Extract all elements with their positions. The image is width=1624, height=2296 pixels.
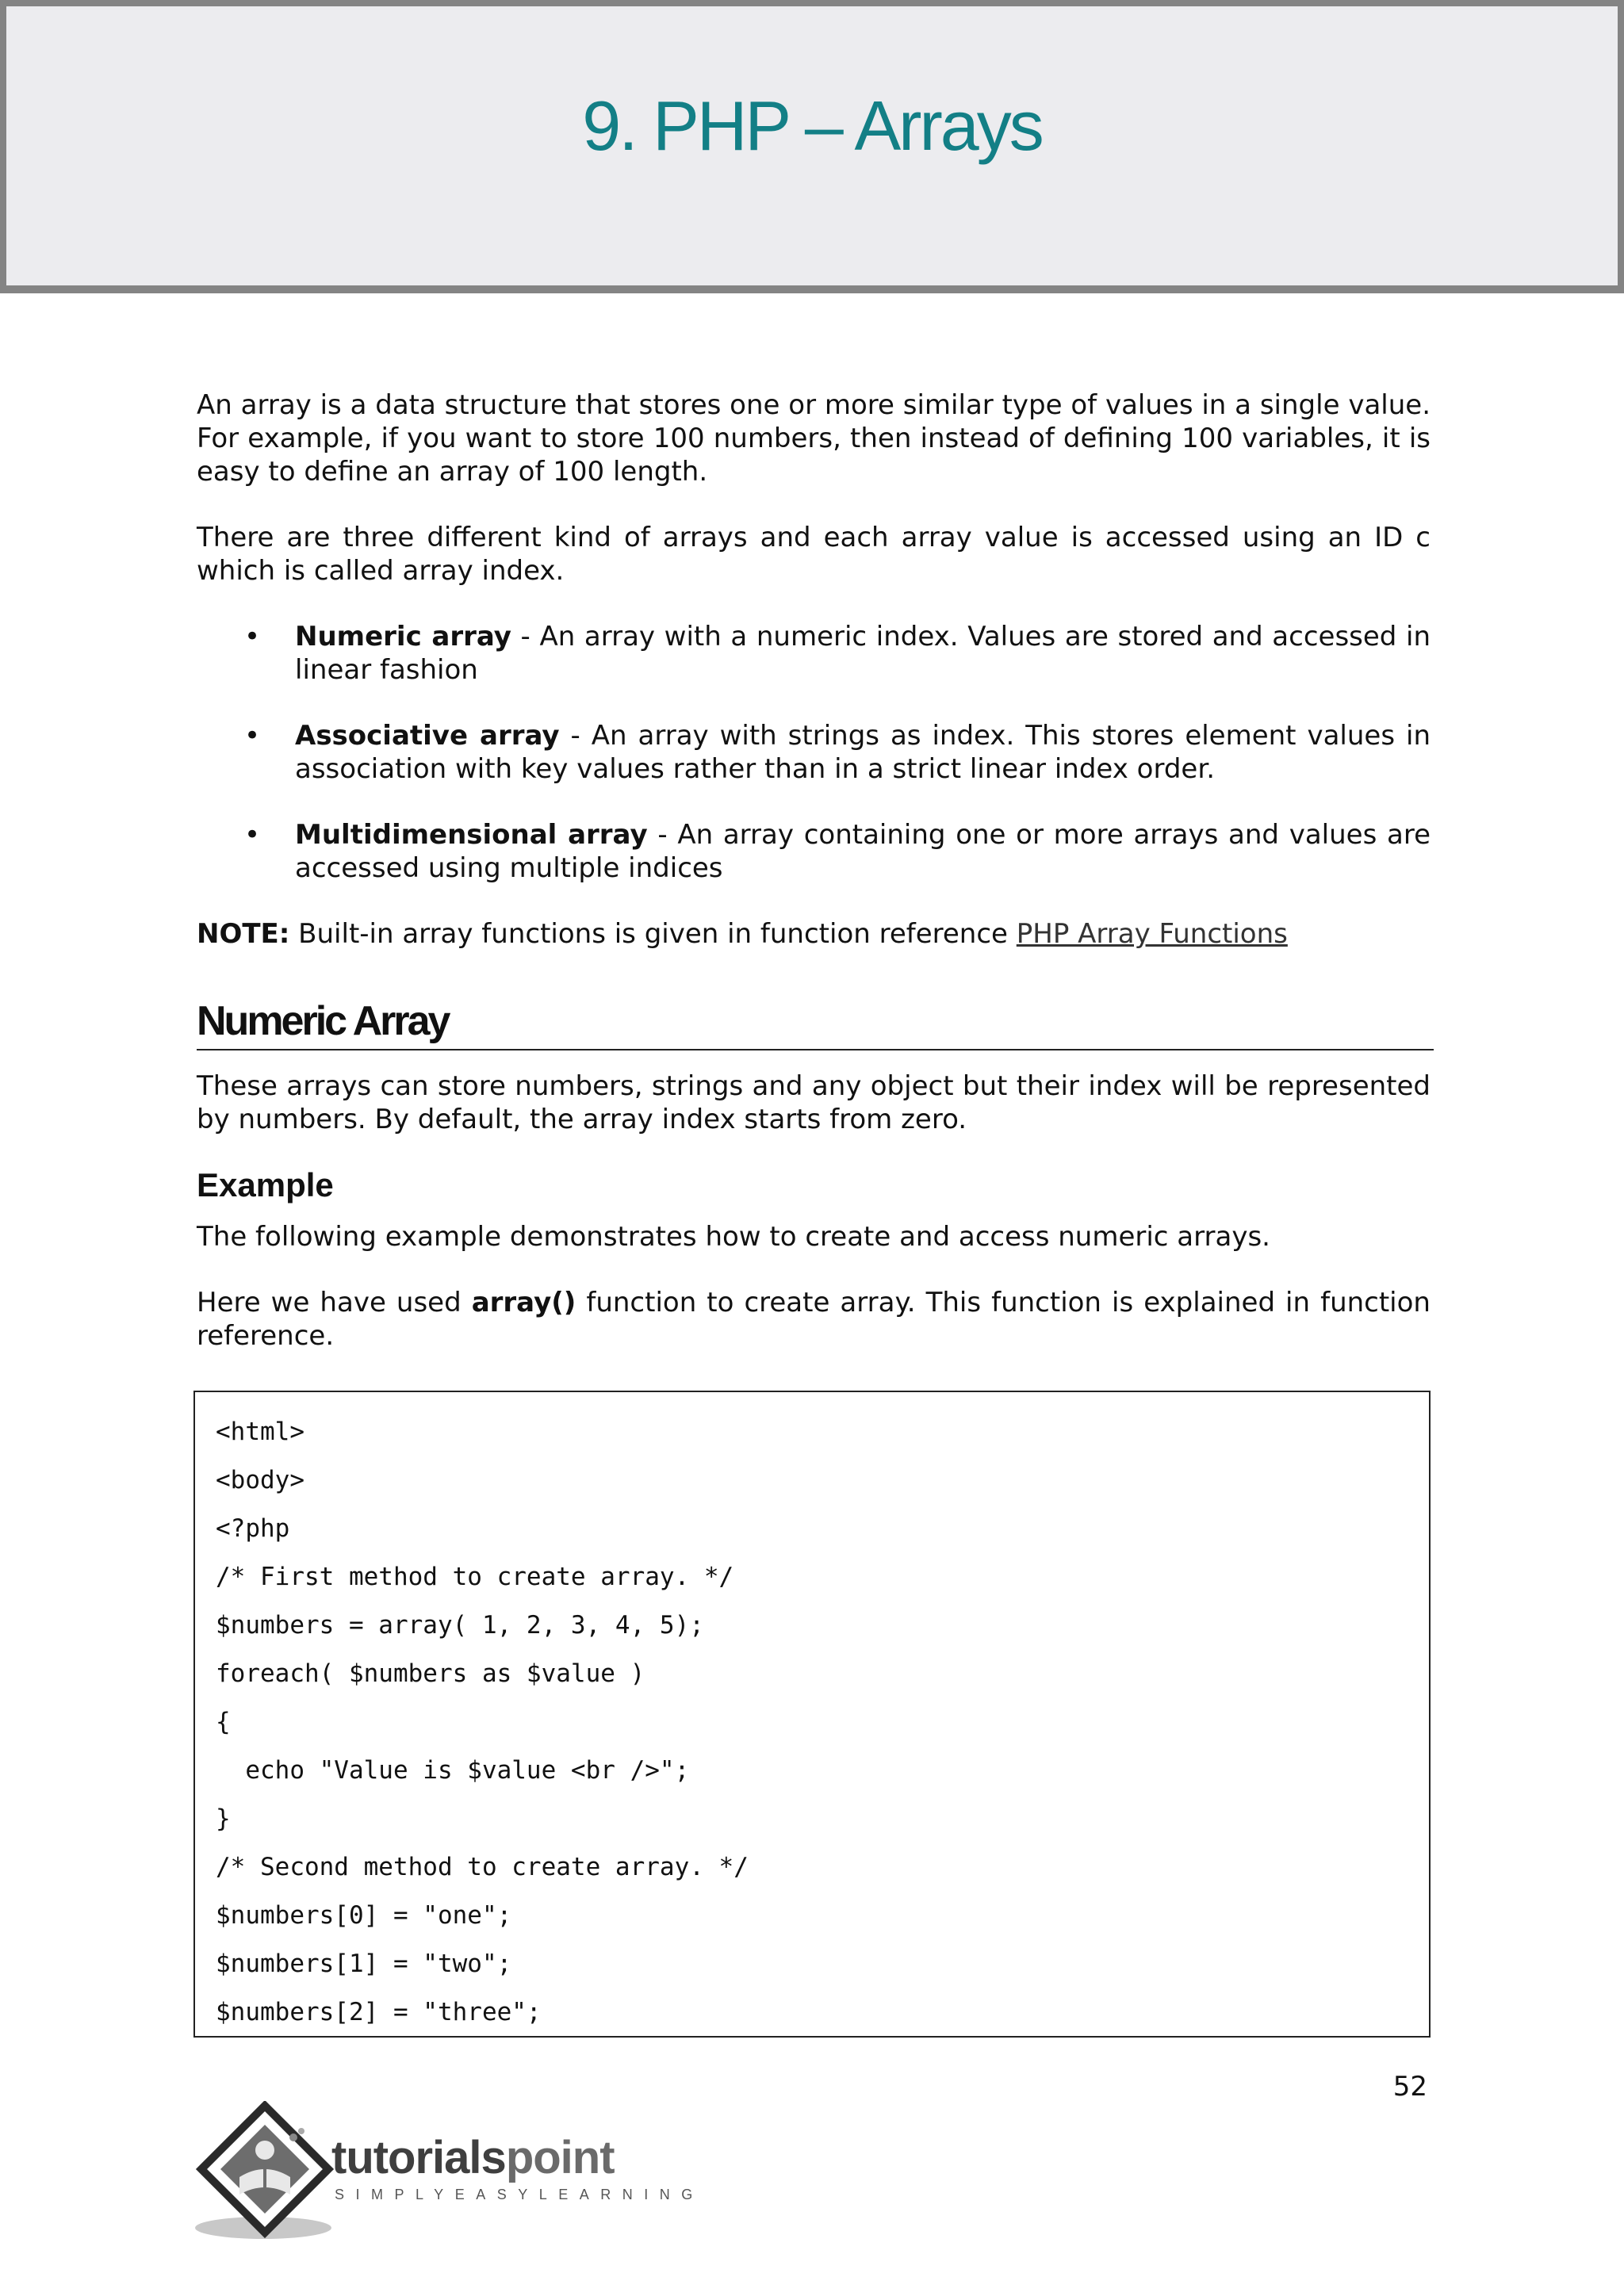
logo-word-point: point — [505, 2132, 615, 2183]
page-content — [197, 388, 1431, 1385]
code-line: $numbers[1] = "two"; — [216, 1950, 512, 1978]
code-example-box — [193, 1391, 1431, 2038]
code-line: /* Second method to create array. */ — [216, 1853, 749, 1881]
bullet-icon: • — [244, 819, 261, 851]
note-text: Built-in array functions is given in function reference — [289, 918, 1017, 950]
bullet-icon: • — [244, 621, 261, 652]
chapter-title: 9. PHP – Arrays — [582, 86, 1042, 165]
usage-paragraph — [197, 1286, 1431, 1353]
logo-word-tutorials: tutorials — [331, 2132, 506, 2183]
bullet-term: Associative array — [295, 720, 560, 752]
list-item-numeric — [197, 620, 1431, 687]
logo-wordmark — [331, 2131, 615, 2184]
bullet-term: Multidimensional array — [295, 819, 648, 851]
code-line: $numbers[2] = "three"; — [216, 1998, 542, 2026]
code-line: $numbers[0] = "one"; — [216, 1901, 512, 1930]
list-item-associative — [197, 719, 1431, 786]
example-heading: Example — [197, 1166, 334, 1203]
intro-paragraph-2: There are three different kind of arrays and each array value is accessed using an ID c which is called array index. — [197, 522, 1431, 587]
code-line: echo "Value is $value <br />"; — [216, 1756, 690, 1785]
bullet-text: - An array containing one or more arrays and values are accessed using multiple indices — [295, 819, 1431, 884]
bullet-term: Numeric array — [295, 621, 511, 652]
code-line: <html> — [216, 1418, 304, 1446]
usage-text-before: Here we have used — [197, 1287, 472, 1318]
tutorialspoint-logo — [193, 2101, 704, 2247]
logo-tagline: SIMPLYEASYLEARNING — [335, 2187, 704, 2202]
numeric-array-description: These arrays can store numbers, strings and any object but their index will be represented by numbers. By default, the array index starts from zero. — [197, 1070, 1431, 1135]
example-text: The following example demonstrates how to create and access numeric arrays. — [197, 1221, 1270, 1253]
chapter-banner — [0, 0, 1624, 293]
code-line: $numbers = array( 1, 2, 3, 4, 5); — [216, 1611, 704, 1640]
code-line: <?php — [216, 1514, 290, 1543]
usage-text-after: function to create array. This function is explained in function reference. — [197, 1287, 1431, 1352]
code-line: { — [216, 1708, 231, 1736]
logo-emblem-icon — [193, 2101, 336, 2244]
list-item-multidimensional — [197, 818, 1431, 885]
code-line: } — [216, 1804, 231, 1833]
note-paragraph — [197, 917, 1431, 951]
note-label: NOTE: — [197, 918, 290, 950]
bullet-icon: • — [244, 720, 261, 752]
intro-paragraph-1: An array is a data structure that stores one or more similar type of values in a single value. For example, if you want to store 100 numbers, then instead of defining 100 variables, it is easy to define an array of 100 length. — [197, 389, 1431, 488]
code-line: foreach( $numbers as $value ) — [216, 1659, 645, 1688]
array-types-list — [197, 620, 1431, 885]
bullet-text: - An array with a numeric index. Values are stored and accessed in linear fashion — [295, 621, 1431, 686]
page-number: 52 — [1392, 2071, 1427, 2103]
php-array-functions-link[interactable]: PHP Array Functions — [1016, 918, 1288, 950]
usage-function-name: array() — [471, 1287, 576, 1318]
bullet-text: - An array with strings as index. This stores element values in association with key values rather than in a strict linear index order. — [295, 720, 1431, 785]
code-line: /* First method to create array. */ — [216, 1563, 734, 1591]
code-line: <body> — [216, 1466, 304, 1494]
numeric-array-heading: Numeric Array — [197, 997, 1434, 1050]
